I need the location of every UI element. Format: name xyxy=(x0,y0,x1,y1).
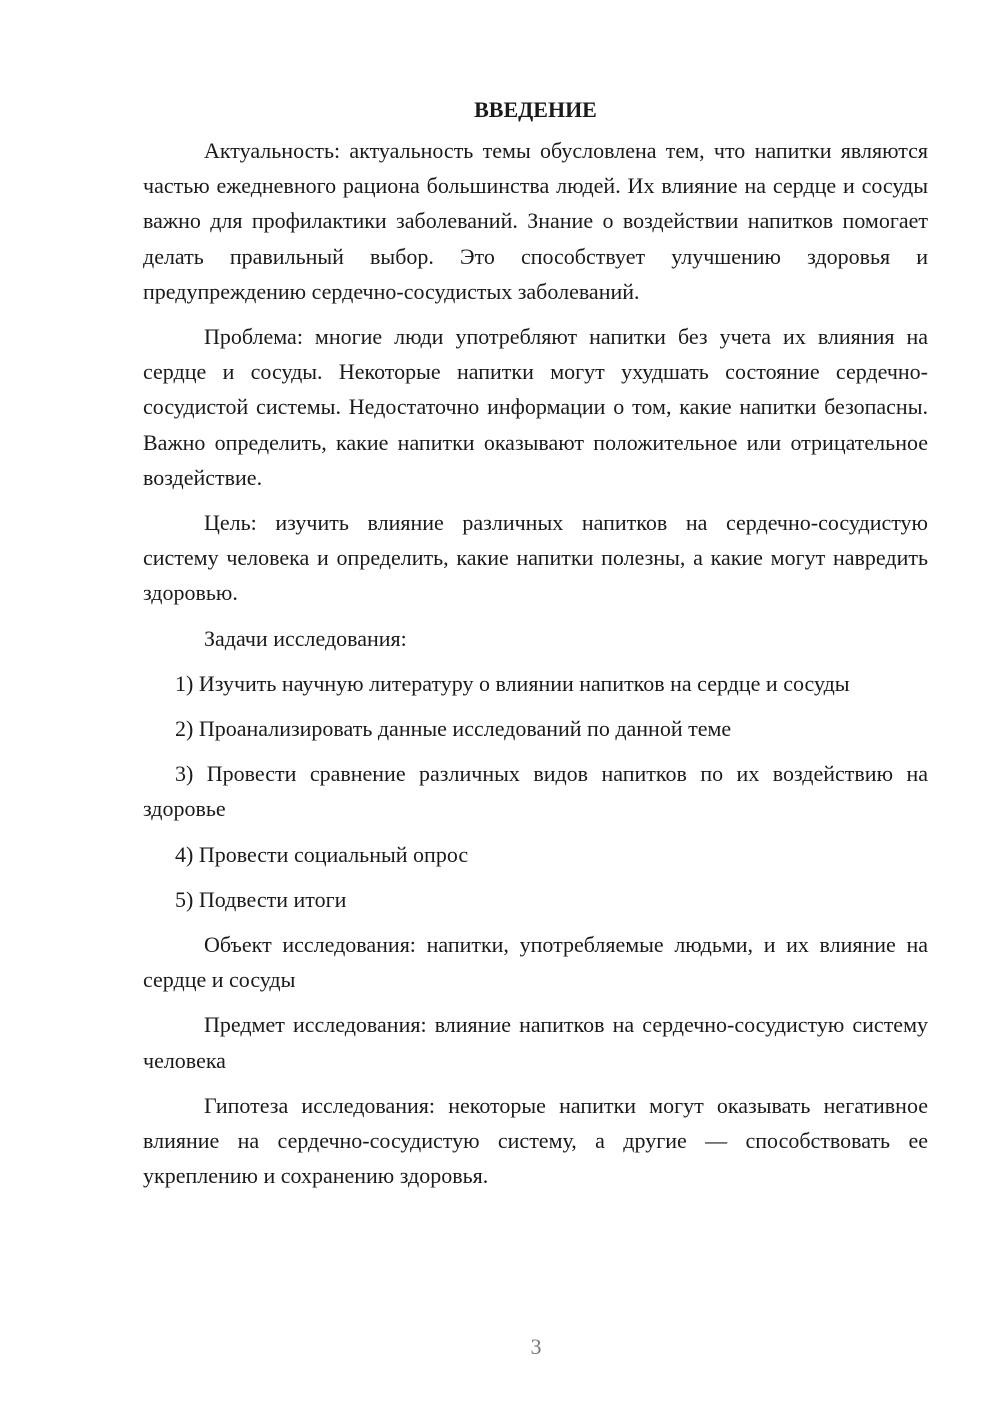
goal-paragraph: Цель: изучить влияние различных напитков на сердечно-сосудистую систему человека и определить, какие напитки полезны, а какие могут навредить здоровью. xyxy=(143,510,928,606)
page-number: 3 xyxy=(530,1334,542,1359)
hypothesis-paragraph: Гипотеза исследования: некоторые напитки могут оказывать негативное влияние на сердечно-сосудистую систему, а другие — способствовать ее укреплению и сохранению здоровья. xyxy=(143,1092,928,1189)
task-item: 5) Подвести итоги xyxy=(175,886,347,912)
object-paragraph: Объект исследования: напитки, употребляемые людьми, и их влияние на сердце и сосуды xyxy=(143,932,928,993)
relevance-paragraph: Актуальность: актуальность темы обусловлена тем, что напитки являются частью ежедневного рациона большинства людей. Их влияние на сердце и сосуды важно для профилактики заболеваний. Знание о воздействии напитков помогает делать правильный выбор. Это способствует улучшению здоровья и предупреждению сердечно-сосудистых заболеваний. xyxy=(143,138,928,304)
problem-paragraph: Проблема: многие люди употребляют напитки без учета их влияния на сердце и сосуды. Некоторые напитки могут ухудшать состояние сердечно-сосудистой системы. Недостаточно информации о том, какие напитки безопасны. Важно определить, какие напитки оказывают положительное или отрицательное воздействие. xyxy=(143,324,928,490)
task-item: 3) Провести сравнение различных видов напитков по их воздействию на здоровье xyxy=(143,761,928,822)
task-item: 1) Изучить научную литературу о влиянии напитков на сердце и сосуды xyxy=(175,670,850,696)
task-item: 2) Проанализировать данные исследований по данной теме xyxy=(175,716,732,742)
document-body xyxy=(143,92,928,1203)
tasks-heading: Задачи исследования: xyxy=(204,625,407,651)
subject-paragraph: Предмет исследования: влияние напитков на сердечно-сосудистую систему человека xyxy=(143,1012,928,1073)
section-title: ВВЕДЕНИЕ xyxy=(474,97,597,122)
task-item: 4) Провести социальный опрос xyxy=(175,841,469,867)
